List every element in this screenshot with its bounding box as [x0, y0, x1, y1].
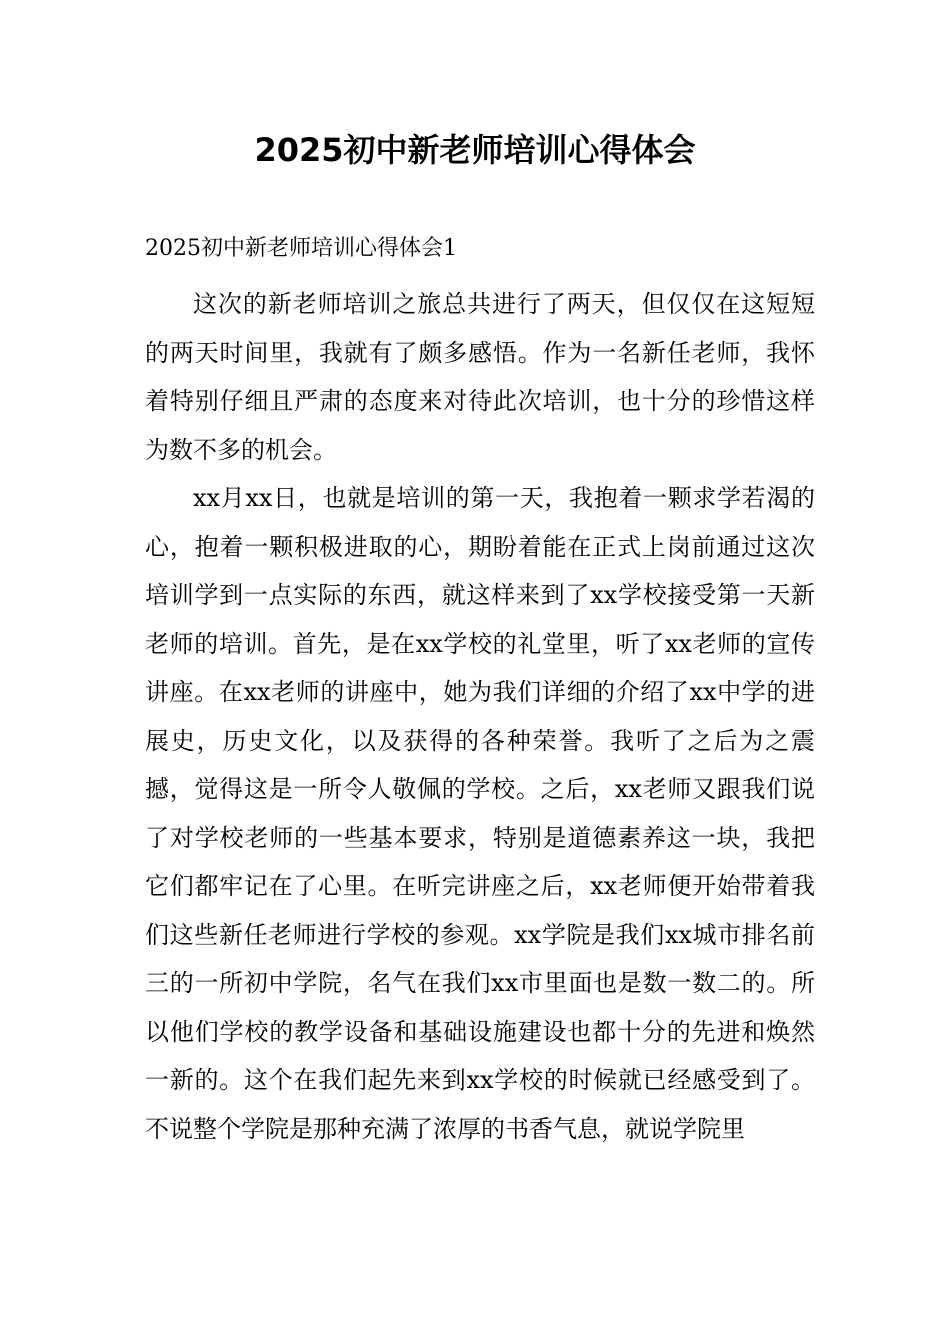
document-title: 2025初中新老师培训心得体会 [254, 131, 696, 169]
document-body [145, 280, 815, 1153]
paragraph-1: 这次的新老师培训之旅总共进行了两天，但仅仅在这短短的两天时间里，我就有了颇多感悟。作为一名新任老师，我怀着特别仔细且严肃的态度来对待此次培训，也十分的珍惜这样为数不多的机会。 [145, 290, 815, 464]
section-heading: 2025初中新老师培训心得体会1 [145, 236, 457, 261]
paragraph-2: xx月xx日，也就是培训的第一天，我抱着一颗求学若渴的心，抱着一颗积极进取的心，期盼着能在正式上岗前通过这次培训学到一点实际的东西，就这样来到了xx学校接受第一天新老师的培训。首先，是在xx学校的礼堂里，听了xx老师的宣传讲座。在xx老师的讲座中，她为我们详细的介绍了xx中学的进展史，历史文化，以及获得的各种荣誉。我听了之后为之震撼，觉得这是一所令人敬佩的学校。之后，xx老师又跟我们说了对学校老师的一些基本要求，特别是道德素养这一块，我把它们都牢记在了心里。在听完讲座之后，xx老师便开始带着我们这些新任老师进行学校的参观。xx学院是我们xx城市排名前三的一所初中学院，名气在我们xx市里面也是数一数二的。所以他们学校的教学设备和基础设施建设也都十分的先进和焕然一新的。这个在我们起先来到xx学校的时候就已经感受到了。不说整个学院是那种充满了浓厚的书香气息，就说学院里 [145, 484, 815, 1143]
